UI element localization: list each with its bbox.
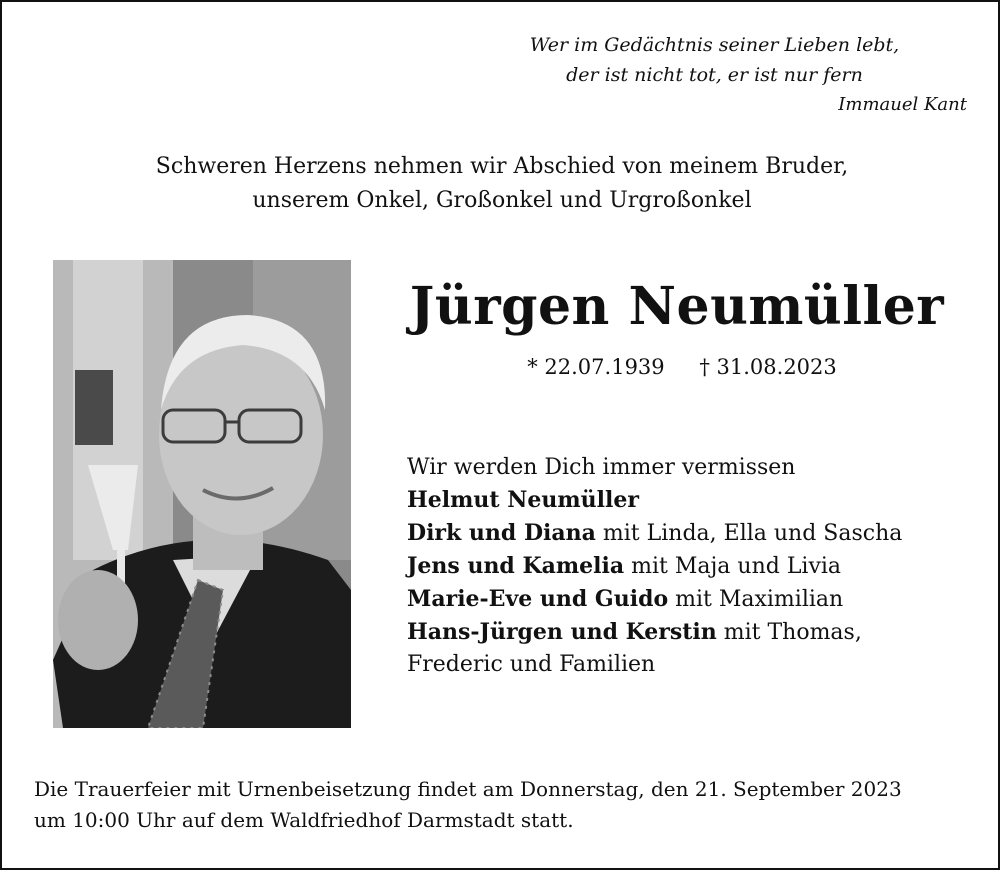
birth-date: * 22.07.1939 <box>527 355 665 379</box>
mourner-name: Dirk und Diana <box>407 520 596 546</box>
mourner-family: mit Linda, Ella und Sascha <box>595 521 903 546</box>
memorial-quote <box>462 30 967 120</box>
mourner-name: Marie-Eve und Guido <box>407 586 669 612</box>
service-line: Die Trauerfeier mit Urnenbeisetzung findet am Donnerstag, den 21. September 2023 <box>34 777 902 801</box>
mourner-row <box>407 616 877 681</box>
mourner-family: mit Thomas, Frederic und Familien <box>407 620 862 677</box>
portrait-photo <box>53 260 351 728</box>
mourner-row <box>407 583 987 616</box>
intro-line: unserem Onkel, Großonkel und Urgroßonkel <box>252 188 752 213</box>
mourner-name: Hans-Jürgen und Kerstin <box>407 619 717 645</box>
farewell-intro <box>42 150 962 218</box>
mourner-row <box>407 484 987 517</box>
death-date: † 31.08.2023 <box>699 355 837 379</box>
portrait-image <box>53 260 351 728</box>
quote-author: Immauel Kant <box>838 94 967 115</box>
life-dates <box>402 352 962 382</box>
mourners-list <box>407 452 987 681</box>
mourner-row <box>407 550 987 583</box>
deceased-name: Jürgen Neumüller <box>409 276 945 337</box>
mourners-intro: Wir werden Dich immer vermissen <box>407 455 796 480</box>
funeral-service-info <box>34 774 974 836</box>
quote-line: der ist nicht tot, er ist nur fern <box>566 64 863 86</box>
mourner-family: mit Maja und Livia <box>624 554 842 579</box>
mourner-row <box>407 517 987 550</box>
service-line: um 10:00 Uhr auf dem Waldfriedhof Darmstadt statt. <box>34 808 574 832</box>
quote-line: Wer im Gedächtnis seiner Lieben lebt, <box>529 34 900 56</box>
intro-line: Schweren Herzens nehmen wir Abschied von meinem Bruder, <box>155 154 849 179</box>
mourner-name: Helmut Neumüller <box>407 487 639 513</box>
mourner-family: mit Maximilian <box>668 587 844 612</box>
mourner-name: Jens und Kamelia <box>407 553 625 579</box>
